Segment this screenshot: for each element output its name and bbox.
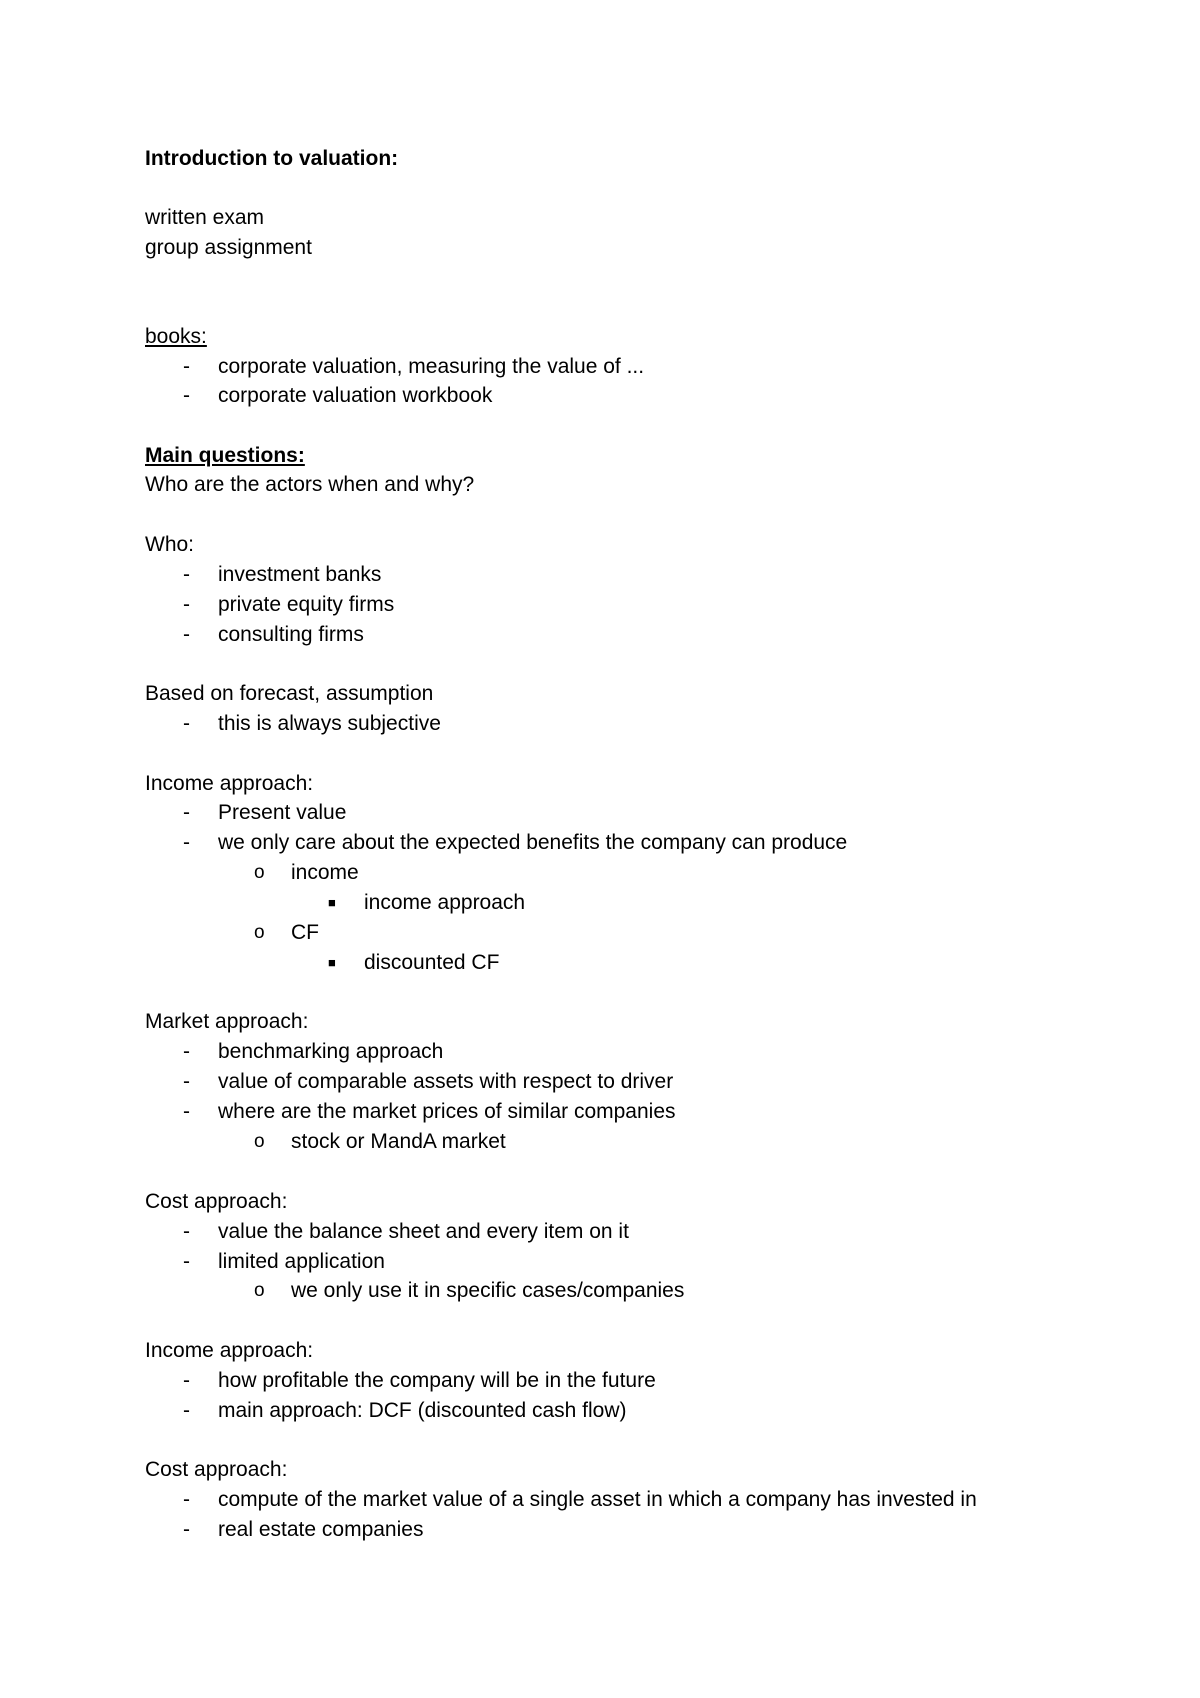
section-heading-cost-approach: Cost approach: — [145, 1190, 288, 1213]
list-item: we only care about the expected benefits the company can produce — [218, 831, 848, 854]
list-item: CF — [291, 921, 319, 944]
dash-marker: - — [183, 563, 190, 586]
document-title: Introduction to valuation: — [145, 147, 399, 170]
section-heading-income-approach-2: Income approach: — [145, 1339, 314, 1362]
dash-marker: - — [183, 1100, 190, 1123]
list-item: corporate valuation, measuring the value of ... — [218, 355, 645, 378]
square-bullet-marker: ■ — [328, 955, 336, 970]
dash-marker: - — [183, 1369, 190, 1392]
list-item: investment banks — [218, 563, 382, 586]
section-heading-cost-approach-2: Cost approach: — [145, 1458, 288, 1481]
list-item: limited application — [218, 1250, 385, 1273]
list-item: this is always subjective — [218, 712, 441, 735]
text-line: group assignment — [145, 236, 312, 259]
list-item: income approach — [364, 891, 526, 914]
list-item: we only use it in specific cases/companies — [291, 1279, 685, 1302]
circle-bullet-marker: o — [254, 922, 265, 943]
section-heading-main-questions: Main questions: — [145, 444, 305, 467]
list-item: private equity firms — [218, 593, 395, 616]
section-heading-who: Who: — [145, 533, 195, 556]
text-line: Based on forecast, assumption — [145, 682, 434, 705]
dash-marker: - — [183, 384, 190, 407]
dash-marker: - — [183, 801, 190, 824]
dash-marker: - — [183, 1250, 190, 1273]
dash-marker: - — [183, 1518, 190, 1541]
square-bullet-marker: ■ — [328, 895, 336, 910]
list-item: where are the market prices of similar companies — [218, 1100, 676, 1123]
dash-marker: - — [183, 1488, 190, 1511]
dash-marker: - — [183, 831, 190, 854]
dash-marker: - — [183, 593, 190, 616]
section-heading-books: books: — [145, 325, 207, 348]
dash-marker: - — [183, 355, 190, 378]
section-heading-market-approach: Market approach: — [145, 1010, 309, 1033]
dash-marker: - — [183, 1070, 190, 1093]
circle-bullet-marker: o — [254, 1131, 265, 1152]
list-item: benchmarking approach — [218, 1040, 444, 1063]
list-item: main approach: DCF (discounted cash flow) — [218, 1399, 627, 1422]
list-item: discounted CF — [364, 951, 500, 974]
text-line: Who are the actors when and why? — [145, 473, 475, 496]
dash-marker: - — [183, 1040, 190, 1063]
list-item: stock or MandA market — [291, 1130, 506, 1153]
list-item: how profitable the company will be in the future — [218, 1369, 656, 1392]
list-item: corporate valuation workbook — [218, 384, 493, 407]
text-line: written exam — [145, 206, 265, 229]
dash-marker: - — [183, 712, 190, 735]
list-item: compute of the market value of a single asset in which a company has invested in — [218, 1488, 977, 1511]
circle-bullet-marker: o — [254, 862, 265, 883]
circle-bullet-marker: o — [254, 1280, 265, 1301]
dash-marker: - — [183, 1220, 190, 1243]
list-item: real estate companies — [218, 1518, 424, 1541]
list-item: value of comparable assets with respect to driver — [218, 1070, 674, 1093]
list-item: Present value — [218, 801, 347, 824]
dash-marker: - — [183, 623, 190, 646]
section-heading-income-approach: Income approach: — [145, 772, 314, 795]
dash-marker: - — [183, 1399, 190, 1422]
list-item: consulting firms — [218, 623, 364, 646]
list-item: value the balance sheet and every item on it — [218, 1220, 629, 1243]
list-item: income — [291, 861, 359, 884]
